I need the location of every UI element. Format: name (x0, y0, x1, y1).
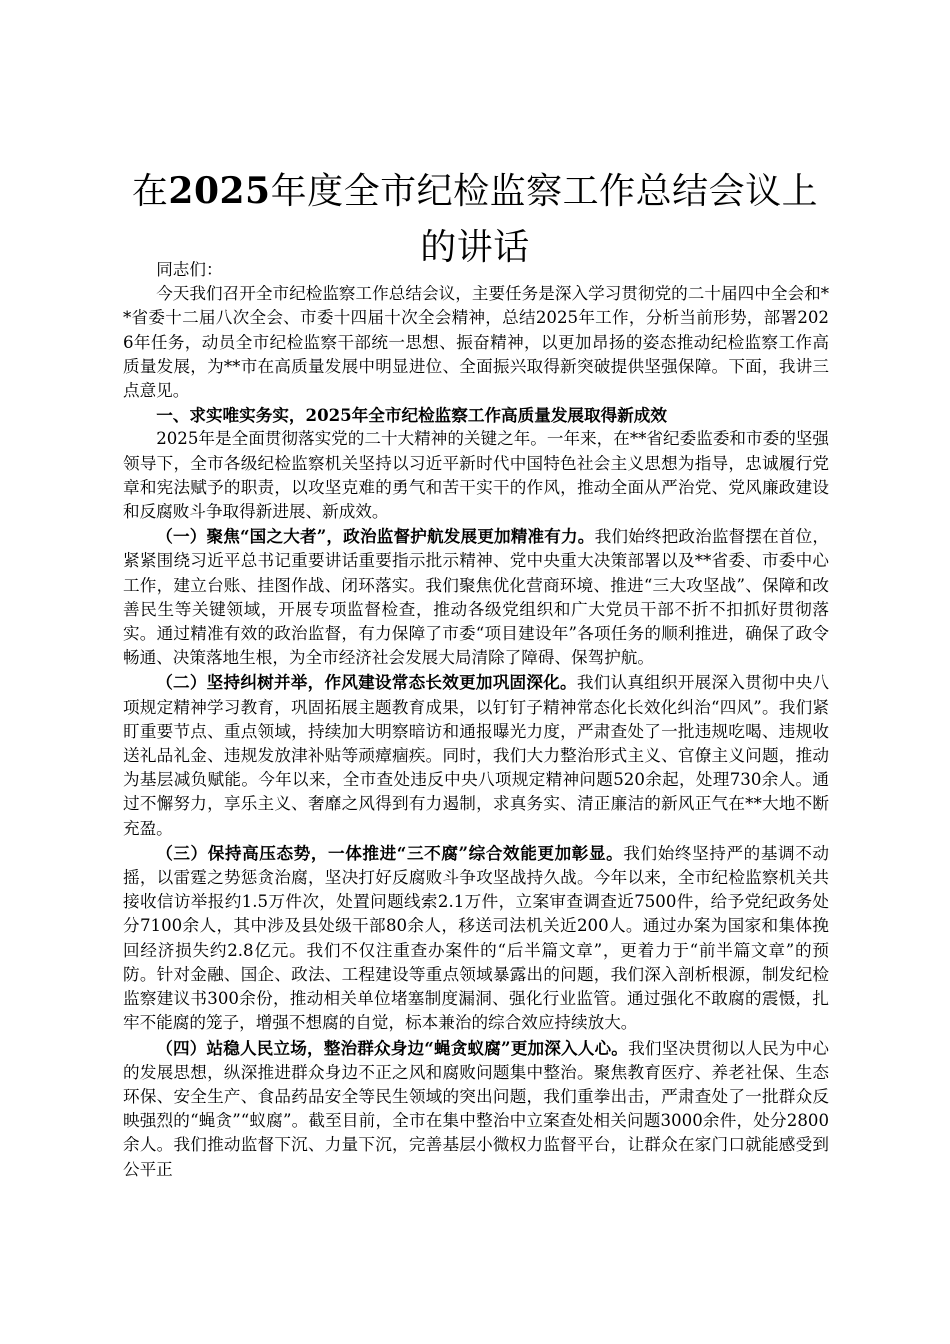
item-paragraph-3 (123, 841, 829, 1036)
document-body (123, 258, 829, 1182)
item-lead-2: （二）坚持纠树并举，作风建设常态长效更加巩固深化。 (156, 672, 577, 693)
intro-paragraph: 今天我们召开全市纪检监察工作总结会议，主要任务是深入学习贯彻党的二十届四中全会和**省委十二届八次全会、市委十四届十次全会精神，总结2025年工作，分析当前形势，部署2026年任务，动员全市纪检监察干部统一思想、振奋精神，以更加昂扬的姿态推动纪检监察工作高质量发展，为**市在高质量发展中明显进位、全面振兴取得新突破提供坚强保障。下面，我讲三点意见。 (123, 284, 829, 401)
item-lead-1: （一）聚焦“国之大者”，政治监督护航发展更加精准有力。 (156, 526, 595, 547)
title-year: 2025 (168, 170, 271, 212)
item-lead-4: （四）站稳人民立场，整治群众身边“蝇贪蚁腐”更加深入人心。 (156, 1037, 629, 1058)
section-intro-paragraph: 2025年是全面贯彻落实党的二十大精神的关键之年。一年来，在**省纪委监委和市委的坚强领导下，全市各级纪检监察机关坚持以习近平新时代中国特色社会主义思想为指导，忠诚履行党章和宪法赋予的职责，以攻坚克难的勇气和苦干实干的作风，推动全面从严治党、党风廉政建设和反腐败斗争取得新进展、新成效。 (123, 429, 829, 522)
item-text-3: 我们始终坚持严的基调不动摇，以雷霆之势惩贪治腐，坚决打好反腐败斗争攻坚战持久战。今年以来，全市纪检监察机关共接收信访举报约1.5万件次，处置问题线索2.1万件，立案审查调查近7500件，给予党纪政务处分7100余人，其中涉及县处级干部80余人，移送司法机关近200人。通过办案为国家和集体挽回经济损失约2.8亿元。我们不仅注重查办案件的“后半篇文章”，更着力于“前半篇文章”的预防。针对金融、国企、政法、工程建设等重点领域暴露出的问题，我们深入剖析根源，制发纪检监察建议书300余份，推动相关单位堵塞制度漏洞、强化行业监管。通过强化不敢腐的震慑，扎牢不能腐的笼子，增强不想腐的自觉，标本兼治的综合效应持续放大。 (123, 843, 829, 1033)
title-prefix: 在 (131, 171, 169, 212)
greeting: 同志们： (156, 260, 223, 279)
item-text-2: 我们认真组织开展深入贯彻中央八项规定精神学习教育，巩固拓展主题教育成果，以钉钉子精神常态化长效化纠治“四风”。我们紧盯重要节点、重点领域，持续加大明察暗访和通报曝光力度，严肃查处了一批违规吃喝、违规收送礼品礼金、违规发放津补贴等顽瘴痼疾。同时，我们大力整治形式主义、官僚主义问题，推动为基层减负赋能。今年以来，全市查处违反中央八项规定精神问题520余起，处理730余人。通过不懈努力，享乐主义、奢靡之风得到有力遏制，求真务实、清正廉洁的新风正气在**大地不断充盈。 (123, 673, 830, 838)
item-paragraph-1 (123, 524, 829, 670)
item-lead-3: （三）保持高压态势，一体推进“三不腐”综合效能更加彰显。 (156, 842, 624, 863)
item-paragraph-2 (123, 670, 829, 840)
item-text-4: 我们坚决贯彻以人民为中心的发展思想，纵深推进群众身边不正之风和腐败问题集中整治。聚焦教育医疗、养老社保、生态环保、安全生产、食品药品安全等民生领域的突出问题，我们重拳出击，严肃查处了一批群众反映强烈的“蝇贪”“蚁腐”。截至目前，全市在集中整治中立案查处相关问题3000余件，处分2800余人。我们推动监督下沉、力量下沉，完善基层小微权力监督平台，让群众在家门口就能感受到公平正 (123, 1038, 830, 1179)
item-text-1: 我们始终把政治监督摆在首位，紧紧围绕习近平总书记重要讲话重要指示批示精神、党中央重大决策部署以及**省委、市委中心工作，建立台账、挂图作战、闭环落实。我们聚焦优化营商环境、推进“三大攻坚战”、保障和改善民生等关键领域，开展专项监督检查，推动各级党组织和广大党员干部不折不扣抓好贯彻落实。通过精准有效的政治监督，有力保障了市委“项目建设年”各项任务的顺利推进，确保了政令畅通、决策落地生根，为全市经济社会发展大局清除了障碍、保驾护航。 (123, 527, 830, 668)
title-suffix: 年度全市纪检监察工作总结会议上的讲话 (270, 171, 819, 268)
item-paragraph-4 (123, 1036, 829, 1182)
section-heading: 一、求实唯实务实，2025年全市纪检监察工作高质量发展取得新成效 (156, 405, 667, 426)
